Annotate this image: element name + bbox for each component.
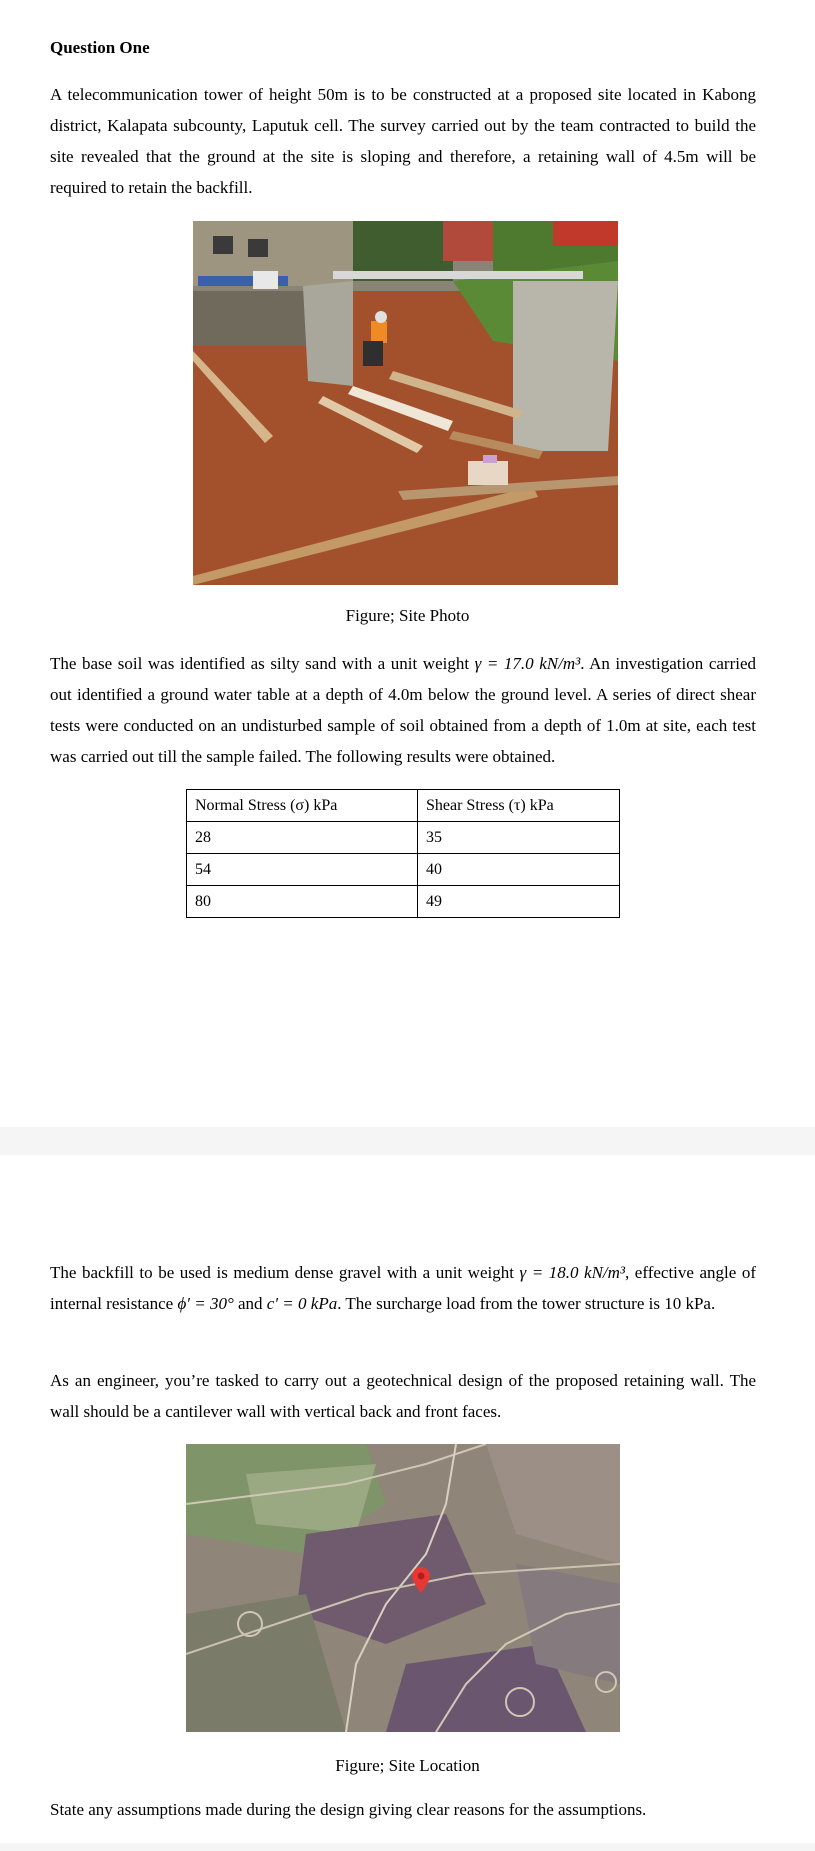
shear-stress-cell: 35 bbox=[418, 822, 620, 854]
base-soil-gamma: γ = 17.0 kN/m³ bbox=[474, 654, 581, 673]
shear-stress-cell: 40 bbox=[418, 854, 620, 886]
base-soil-paragraph bbox=[50, 648, 756, 772]
header-normal-stress: Normal Stress (σ) kPa bbox=[187, 790, 418, 822]
shear-stress-cell: 49 bbox=[418, 886, 620, 918]
site-photo-image bbox=[193, 221, 618, 585]
question-heading: Question One bbox=[50, 38, 150, 57]
table-row bbox=[187, 886, 620, 918]
shear-test-table bbox=[186, 789, 620, 918]
location-pin-icon bbox=[412, 1567, 430, 1593]
table-row bbox=[187, 854, 620, 886]
photo-caption: Figure; Site Photo bbox=[345, 606, 470, 625]
page-2 bbox=[0, 1155, 815, 1843]
base-soil-text-1: The base soil was identified as silty sand with a unit weight bbox=[50, 654, 475, 673]
normal-stress-cell: 80 bbox=[187, 886, 418, 918]
table-header-row bbox=[187, 790, 620, 822]
satellite-map-image bbox=[186, 1444, 620, 1732]
backfill-text-1: The backfill to be used is medium dense gravel with a unit weight bbox=[50, 1263, 520, 1282]
backfill-text-4: . The surcharge load from the tower structure is 10 kPa. bbox=[337, 1294, 716, 1313]
backfill-paragraph bbox=[50, 1257, 756, 1319]
map-caption: Figure; Site Location bbox=[335, 1756, 480, 1775]
normal-stress-cell: 54 bbox=[187, 854, 418, 886]
table-row bbox=[187, 822, 620, 854]
assumptions-paragraph: State any assumptions made during the design giving clear reasons for the assumptions. bbox=[50, 1800, 647, 1819]
backfill-text-2: , effective angle of internal resistance bbox=[50, 1263, 756, 1313]
base-soil-text-2: . An investigation carried out identified a ground water table at a depth of 4.0m below the ground level. A series of direct shear tests were conducted on an undisturbed sample of soil obtained from a depth of 1.0m at site, each test was carried out till the sample failed. The following results were obtained. bbox=[50, 654, 756, 766]
backfill-phi: ϕ′ = 30° bbox=[177, 1294, 234, 1313]
task-paragraph: As an engineer, you’re tasked to carry out a geotechnical design of the proposed retaining wall. The wall should be a cantilever wall with vertical back and front faces. bbox=[50, 1371, 756, 1421]
backfill-cohesion: c′ = 0 kPa bbox=[266, 1294, 338, 1313]
header-shear-stress: Shear Stress (τ) kPa bbox=[418, 790, 620, 822]
site-photo bbox=[193, 221, 618, 585]
site-location-map bbox=[186, 1444, 620, 1732]
normal-stress-cell: 28 bbox=[187, 822, 418, 854]
intro-paragraph: A telecommunication tower of height 50m is to be constructed at a proposed site located in Kabong district, Kalapata subcounty, Laputuk cell. The survey carried out by the team contracted to build the site revealed that the ground at the site is sloping and therefore, a retaining wall of 4.5m will be required to retain the backfill. bbox=[50, 85, 756, 197]
backfill-gamma: γ = 18.0 kN/m³ bbox=[519, 1263, 626, 1282]
backfill-text-3: and bbox=[233, 1294, 267, 1313]
